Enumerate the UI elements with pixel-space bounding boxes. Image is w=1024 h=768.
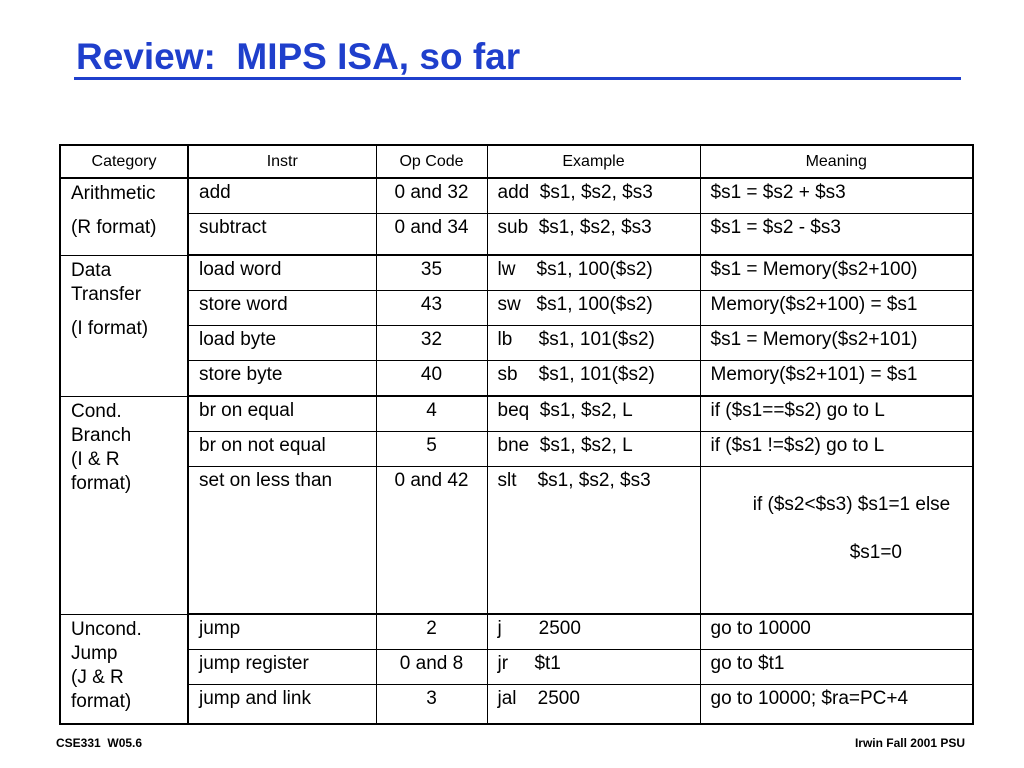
category-data-transfer <box>60 255 188 396</box>
header-category: Category <box>60 145 188 178</box>
category-line: Uncond. <box>71 618 142 640</box>
slide-title: Review: MIPS ISA, so far <box>76 36 521 77</box>
table-row <box>60 396 973 432</box>
header-instr: Instr <box>188 145 376 178</box>
category-cond-branch <box>60 396 188 614</box>
cell-opcode: 5 <box>376 432 487 467</box>
cell-example: lb $s1, 101($s2) <box>487 326 700 361</box>
table-row <box>60 255 973 291</box>
cell-instr: store byte <box>188 361 376 397</box>
meaning-line: if ($s2<$s3) $s1=1 else <box>752 494 951 515</box>
cell-opcode: 0 and 42 <box>376 467 487 615</box>
category-line: Jump <box>71 642 118 664</box>
cell-meaning: Memory($s2+101) = $s1 <box>700 361 973 397</box>
cell-instr: jump and link <box>188 685 376 725</box>
footer-author: Irwin Fall 2001 PSU <box>854 736 965 750</box>
cell-opcode: 35 <box>376 255 487 291</box>
cell-meaning: $s1 = $s2 + $s3 <box>700 178 973 214</box>
category-arithmetic <box>60 178 188 255</box>
category-line: (R format) <box>71 217 157 238</box>
cell-instr: load byte <box>188 326 376 361</box>
cell-example: j 2500 <box>487 614 700 650</box>
cell-meaning <box>700 467 973 615</box>
category-line: (I format) <box>71 317 149 339</box>
footer-course-slide: CSE331 W05.6 <box>56 736 143 750</box>
mips-isa-table <box>59 144 974 725</box>
cell-opcode: 3 <box>376 685 487 725</box>
cell-instr: add <box>188 178 376 214</box>
cell-instr: jump <box>188 614 376 650</box>
cell-instr: store word <box>188 291 376 326</box>
category-uncond-jump <box>60 614 188 724</box>
cell-meaning: if ($s1==$s2) go to L <box>700 396 973 432</box>
cell-opcode: 40 <box>376 361 487 397</box>
cell-example: jr $t1 <box>487 650 700 685</box>
table-row <box>60 178 973 214</box>
cell-instr: jump register <box>188 650 376 685</box>
table-row <box>60 214 973 256</box>
cell-example: add $s1, $s2, $s3 <box>487 178 700 214</box>
cell-instr: set on less than <box>188 467 376 615</box>
title-underline <box>74 77 961 80</box>
cell-meaning: $s1 = Memory($s2+100) <box>700 255 973 291</box>
cell-meaning: Memory($s2+100) = $s1 <box>700 291 973 326</box>
cell-meaning: $s1 = Memory($s2+101) <box>700 326 973 361</box>
table-row <box>60 326 973 361</box>
cell-opcode: 4 <box>376 396 487 432</box>
category-line: Data <box>71 259 112 281</box>
table-row <box>60 291 973 326</box>
table-row <box>60 361 973 397</box>
table-row <box>60 685 973 725</box>
cell-opcode: 43 <box>376 291 487 326</box>
cell-example: sb $s1, 101($s2) <box>487 361 700 397</box>
table-row <box>60 432 973 467</box>
cell-meaning: go to 10000; $ra=PC+4 <box>700 685 973 725</box>
category-line: (I & R <box>71 448 120 470</box>
category-line: (J & R <box>71 666 124 688</box>
cell-opcode: 0 and 8 <box>376 650 487 685</box>
category-line: Cond. <box>71 400 122 422</box>
cell-meaning: $s1 = $s2 - $s3 <box>700 214 973 256</box>
cell-example: bne $s1, $s2, L <box>487 432 700 467</box>
cell-instr: load word <box>188 255 376 291</box>
meaning-line: $s1=0 <box>849 542 902 563</box>
header-meaning: Meaning <box>700 145 973 178</box>
header-opcode: Op Code <box>376 145 487 178</box>
category-line: format) <box>71 472 132 494</box>
cell-example: sw $s1, 100($s2) <box>487 291 700 326</box>
cell-opcode: 2 <box>376 614 487 650</box>
cell-opcode: 0 and 32 <box>376 178 487 214</box>
cell-instr: br on equal <box>188 396 376 432</box>
cell-example: slt $s1, $s2, $s3 <box>487 467 700 615</box>
category-line: Branch <box>71 424 132 446</box>
cell-opcode: 0 and 34 <box>376 214 487 256</box>
header-example: Example <box>487 145 700 178</box>
cell-instr: br on not equal <box>188 432 376 467</box>
table-header-row <box>60 145 973 178</box>
category-line: Transfer <box>71 283 142 305</box>
cell-meaning: go to 10000 <box>700 614 973 650</box>
cell-example: jal 2500 <box>487 685 700 725</box>
table-row <box>60 650 973 685</box>
cell-meaning: if ($s1 !=$s2) go to L <box>700 432 973 467</box>
cell-meaning: go to $t1 <box>700 650 973 685</box>
cell-opcode: 32 <box>376 326 487 361</box>
category-line: format) <box>71 690 132 712</box>
cell-example: lw $s1, 100($s2) <box>487 255 700 291</box>
cell-example: beq $s1, $s2, L <box>487 396 700 432</box>
cell-instr: subtract <box>188 214 376 256</box>
cell-example: sub $s1, $s2, $s3 <box>487 214 700 256</box>
category-line: Arithmetic <box>71 183 156 204</box>
table-row <box>60 614 973 650</box>
table-row <box>60 467 973 615</box>
